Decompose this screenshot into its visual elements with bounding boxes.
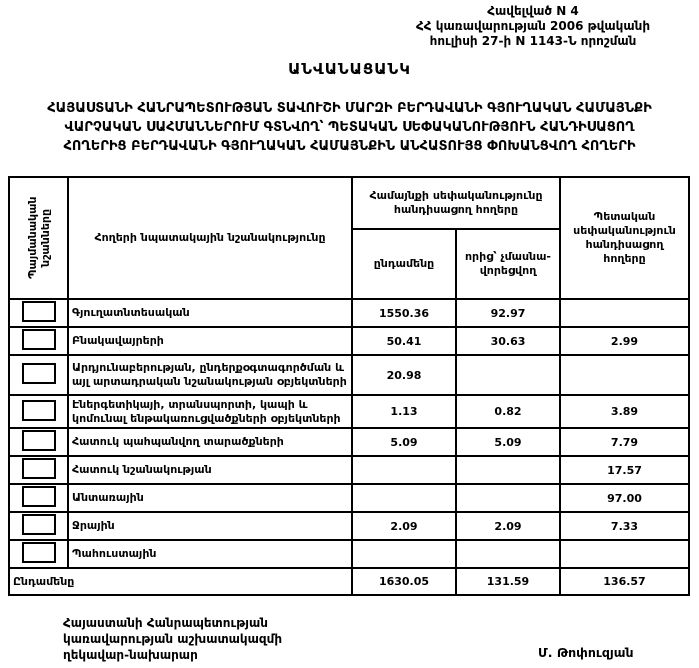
subtitle-line-1: ՀԱՅԱՍՏԱՆԻ ՀԱՆՐԱՊԵՏՈՒԹՅԱՆ ՏԱՎՈՒՇԻ ՄԱՐԶԻ ԲԵՐԴԱՎԱՆԻ ԳՅՈՒՂԱԿԱՆ ՀԱՄԱՅՆՔԻ — [47, 101, 652, 116]
state-value: 7.33 — [560, 512, 689, 540]
legend-box — [22, 301, 56, 322]
subtitle-line-3: ՀՈՂԵՐԻՑ ԲԵՐԴԱՎԱՆԻ ԳՅՈՒՂԱԿԱՆ ՀԱՄԱՅՆՔԻՆ ԱՆՀԱՏՈՒՅՑ ՓՈԽԱՆՑՎՈՂ ՀՈՂԵՐԻ — [63, 139, 636, 154]
non-privatized-value — [456, 484, 560, 512]
table-row — [9, 484, 689, 512]
legend-box — [22, 363, 56, 384]
land-category-label: Արդյունաբերության, ընդերքօգտագործման և այլ արտադրական նշանակության օբյեկտների — [68, 355, 352, 395]
annex-line-3: հուլիսի 27-ի N 1143-Ն որոշման — [429, 34, 637, 48]
non-privatized-value: 30.63 — [456, 327, 560, 355]
non-privatized-value: 2.09 — [456, 512, 560, 540]
annex-reference — [373, 4, 693, 49]
header-symbols-label: Պայմանական նշանները — [25, 196, 52, 280]
legend-box — [22, 542, 56, 563]
state-value — [560, 299, 689, 327]
legend-box — [22, 458, 56, 479]
table-row — [9, 456, 689, 484]
community-total-value: 1.13 — [352, 395, 456, 428]
table-row — [9, 355, 689, 395]
legend-box — [22, 486, 56, 507]
community-total-value: 5.09 — [352, 428, 456, 456]
signatory-name: Մ. Թոփուզյան — [538, 645, 634, 660]
total-non-privatized-value: 131.59 — [456, 568, 560, 595]
non-privatized-value — [456, 540, 560, 568]
state-value — [560, 540, 689, 568]
land-category-label: Բնակավայրերի — [68, 327, 352, 355]
community-total-value — [352, 540, 456, 568]
annex-line-2: ՀՀ կառավարության 2006 թվականի — [415, 19, 651, 33]
header-non-privatized: որից՝ չմասնա-վորեցվող — [456, 229, 560, 299]
non-privatized-value — [456, 456, 560, 484]
community-total-value — [352, 456, 456, 484]
document-subtitle — [10, 99, 689, 156]
annex-line-1: Հավելված N 4 — [487, 4, 579, 18]
total-row-label: Ընդամենը — [9, 568, 352, 595]
total-community-total-value: 1630.05 — [352, 568, 456, 595]
land-category-label: Հատուկ պահպանվող տարածքների — [68, 428, 352, 456]
table-row — [9, 512, 689, 540]
state-value — [560, 355, 689, 395]
community-total-value: 20.98 — [352, 355, 456, 395]
land-category-label: Ջրային — [68, 512, 352, 540]
total-state-value: 136.57 — [560, 568, 689, 595]
land-category-label: Գյուղատնտեսական — [68, 299, 352, 327]
page-title: ԱՆՎԱՆԱՑԱՆԿ — [288, 60, 411, 78]
legend-box — [22, 430, 56, 451]
non-privatized-value: 0.82 — [456, 395, 560, 428]
header-community-group: Համայնքի սեփականությունը հանդիսացող հողերը — [352, 177, 560, 229]
non-privatized-value — [456, 355, 560, 395]
signatory-title-block — [63, 615, 282, 663]
subtitle-line-2: ՎԱՐՉԱԿԱՆ ՍԱՀՄԱՆՆԵՐՈՒՄ ԳՏՆՎՈՂ՝ ՊԵՏԱԿԱՆ ՍԵՓԱԿԱՆՈՒԹՅՈՒՆ ՀԱՆԴԻՍԱՑՈՂ — [64, 120, 635, 135]
signatory-title-line-3: ղեկավար-նախարար — [63, 648, 198, 662]
legend-box — [22, 329, 56, 350]
land-category-label: Էներգետիկայի, տրանսպորտի, կապի և կոմունալ ենթակառուցվածքների օբյեկտների — [68, 395, 352, 428]
community-total-value: 50.41 — [352, 327, 456, 355]
signatory-title-line-2: կառավարության աշխատակազմի — [63, 632, 283, 646]
table-row — [9, 299, 689, 327]
community-total-value — [352, 484, 456, 512]
land-category-label: Անտառային — [68, 484, 352, 512]
land-transfer-table — [8, 176, 690, 596]
land-category-label: Պահուստային — [68, 540, 352, 568]
table-row — [9, 395, 689, 428]
header-state: Պետական սեփականություն հանդիսացող հողերը — [560, 177, 689, 299]
table-row — [9, 327, 689, 355]
state-value: 7.79 — [560, 428, 689, 456]
header-symbols — [9, 177, 68, 299]
signatory-title-line-1: Հայաստանի Հանրապետության — [63, 616, 268, 630]
non-privatized-value: 5.09 — [456, 428, 560, 456]
legend-box — [22, 514, 56, 535]
header-purpose: Հողերի նպատակային նշանակությունը — [68, 177, 352, 299]
table-total-row — [9, 568, 689, 595]
header-community-total: ընդամենը — [352, 229, 456, 299]
community-total-value: 2.09 — [352, 512, 456, 540]
table-header-row-1 — [9, 177, 689, 229]
state-value: 17.57 — [560, 456, 689, 484]
state-value: 3.89 — [560, 395, 689, 428]
legend-box — [22, 400, 56, 421]
community-total-value: 1550.36 — [352, 299, 456, 327]
land-category-label: Հատուկ նշանակության — [68, 456, 352, 484]
state-value: 97.00 — [560, 484, 689, 512]
non-privatized-value: 92.97 — [456, 299, 560, 327]
state-value: 2.99 — [560, 327, 689, 355]
table-row — [9, 428, 689, 456]
table-row — [9, 540, 689, 568]
